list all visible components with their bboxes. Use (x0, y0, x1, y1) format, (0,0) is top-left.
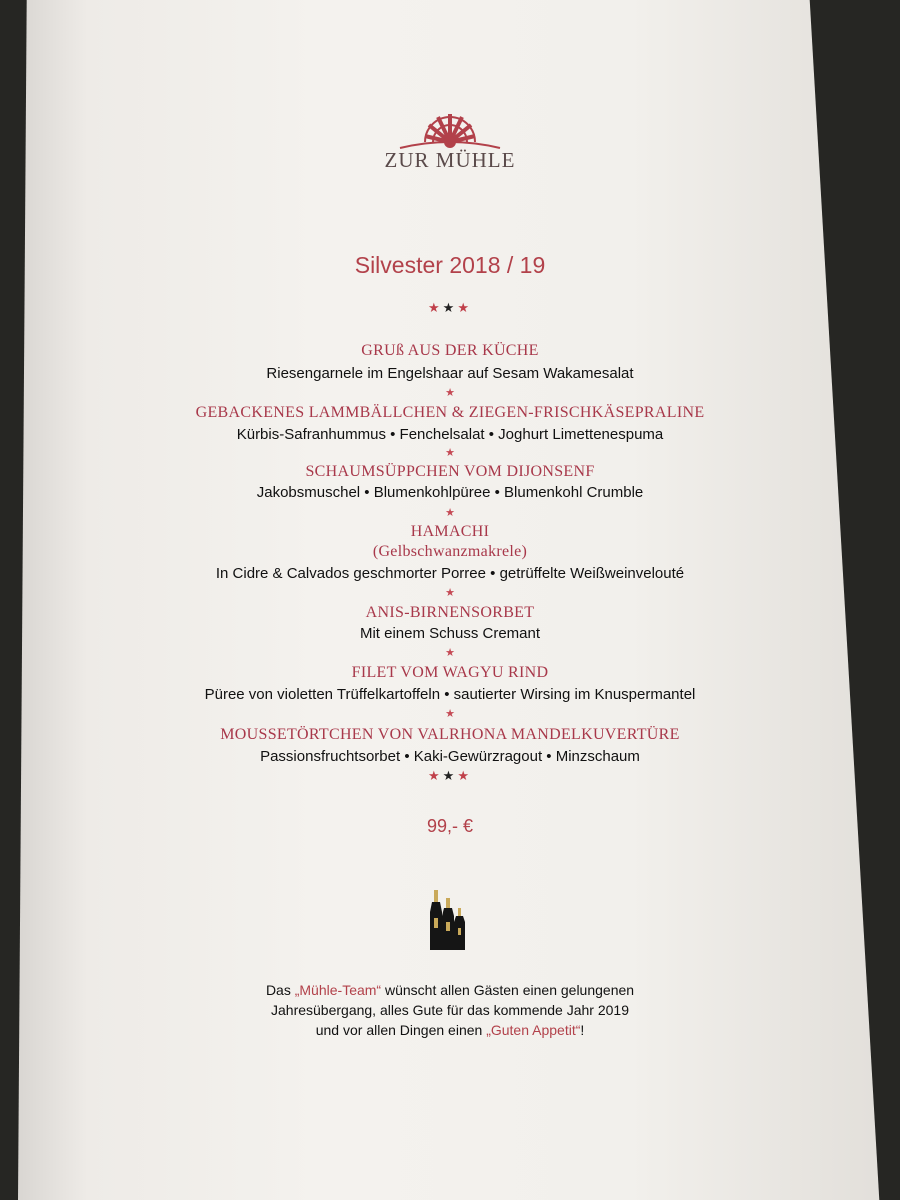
course-description: Mit einem Schuss Cremant (359, 625, 541, 642)
greeting-line-1: Das „Mühle-Team“ wünscht allen Gästen einen gelungenen (265, 982, 635, 998)
course-description: In Cidre & Calvados geschmorter Porree • getrüffelte Weißweinvelouté (215, 565, 685, 582)
course-name: MOUSSETÖRTCHEN VON VALRHONA MANDELKUVERTÜRE (220, 726, 680, 743)
greeting-line-3: und vor allen Dingen einen „Guten Appetit“! (315, 1022, 585, 1038)
course-description: Passionsfruchtsorbet • Kaki-Gewürzragout • Minzschaum (260, 748, 640, 765)
course-description: Jakobsmuschel • Blumenkohlpüree • Blumenkohl Crumble (256, 484, 644, 501)
course-subtitle: (Gelbschwanzmakrele) (372, 543, 528, 560)
course-description: Püree von violetten Trüffelkartoffeln • sautierter Wirsing im Knuspermantel (204, 686, 696, 703)
separator-star: ★ (445, 447, 455, 459)
greeting-line-2: Jahresübergang, alles Gute für das kommende Jahr 2019 (271, 1002, 629, 1018)
separator-star: ★ (445, 387, 455, 399)
champagne-bottles-icon (0, 878, 900, 952)
course-description: Riesengarnele im Engelshaar auf Sesam Wakamesalat (266, 365, 634, 382)
separator-star: ★ (445, 647, 455, 659)
course-description: Kürbis-Safranhummus • Fenchelsalat • Joghurt Limettenespuma (236, 426, 664, 443)
separator-star: ★ (445, 587, 455, 599)
course-name: HAMACHI (410, 523, 490, 540)
menu-price: 99,- € (426, 816, 474, 836)
course-name: GRUß AUS DER KÜCHE (361, 342, 539, 359)
stars-top: ★★★ (428, 300, 472, 315)
course-name: FILET VOM WAGYU RIND (351, 664, 549, 681)
separator-star: ★ (445, 708, 455, 720)
separator-star: ★ (445, 507, 455, 519)
course-name: ANIS-BIRNENSORBET (365, 604, 535, 621)
course-name: GEBACKENES LAMMBÄLLCHEN & ZIEGEN-FRISCHKÄSEPRALINE (195, 404, 705, 421)
course-name: SCHAUMSÜPPCHEN VOM DIJONSENF (305, 463, 595, 480)
stars-bottom: ★★★ (428, 768, 472, 783)
menu-title: Silvester 2018 / 19 (354, 252, 546, 278)
brand-name: ZUR MÜHLE (384, 148, 516, 172)
